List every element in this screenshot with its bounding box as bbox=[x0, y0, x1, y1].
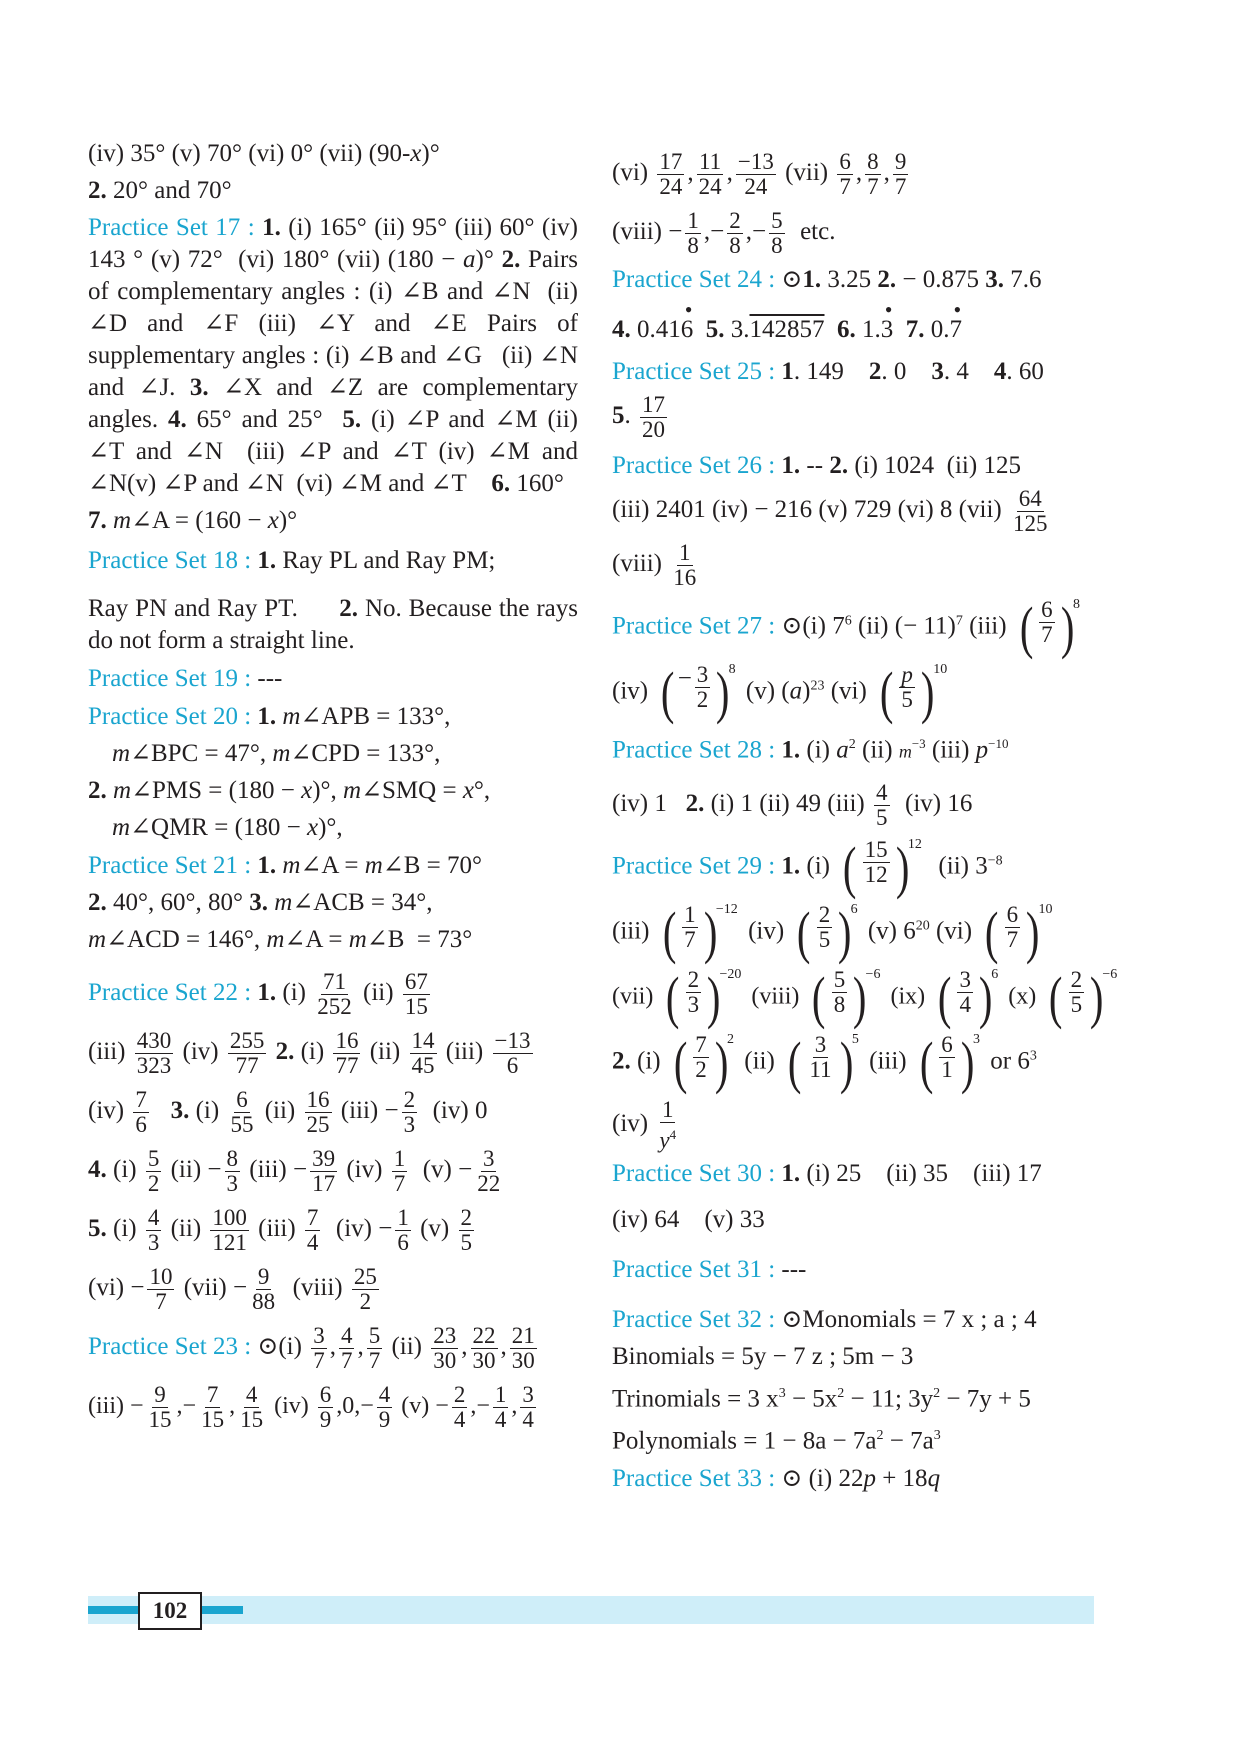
practice-set-label: Practice Set 23 : bbox=[88, 1333, 252, 1361]
left-column bbox=[88, 138, 578, 1437]
page-number: 102 bbox=[138, 1592, 202, 1630]
line: (vii) ( $\frac{2}{3}$ ) −20 (viii) ( $\frac{5}{8}$ ) −6 (ix) ( $\frac{3}{4}$ ) 6 (x) ( $\frac{2}{5}$ ) −6 bbox=[612, 965, 1118, 1031]
line: 2. 40°, 60°, 80° 3. m∠ACB = 34°, bbox=[88, 889, 433, 916]
practice-set-25: Practice Set 25 : 1. 149 2. 0 3. 4 4. 60 bbox=[612, 358, 1044, 385]
practice-set-label: Practice Set 18 : bbox=[88, 547, 252, 574]
right-column bbox=[612, 150, 1152, 1500]
line: 7. m∠A = (160 − x)° bbox=[88, 507, 298, 534]
line: (viii) − $\frac{1}{8}$ ,− $\frac{2}{8}$ ,− $\frac{5}{8}$ etc. bbox=[612, 208, 836, 258]
answer: --- bbox=[257, 665, 283, 692]
line: (vi) − $\frac{10}{7}$ (vii) − $\frac{9}{88}$ (viii) $\frac{25}{2}$ bbox=[88, 1264, 377, 1314]
line: (iv) 1 2. (i) 1 (ii) 49 (iii) $\frac{4}{5}$ (iv) 16 bbox=[612, 780, 973, 831]
answer: --- bbox=[781, 1255, 807, 1283]
practice-set-29: Practice Set 29 : 1. (i) ( $\frac{15}{12}$ ) 12 (ii) $3^{-8}$ bbox=[612, 835, 1003, 901]
practice-set-label: Practice Set 28 : bbox=[612, 736, 776, 764]
line: 2. 20° and 70° bbox=[88, 177, 232, 204]
line: (iii) ( $\frac{1}{7}$ ) −12 (iv) ( $\frac{2}{5}$ ) 6 (v) $6^{20}$ (vi) ( $\frac{6}{7}$ ) 10 bbox=[612, 900, 1053, 966]
practice-set-32 bbox=[612, 1304, 1152, 1336]
line: Binomials = 5y − 7 z ; 5m − 3 bbox=[612, 1342, 914, 1370]
practice-set-33: Practice Set 33 : ⊙ (i) 22p + 18q bbox=[612, 1464, 941, 1492]
practice-set-19 bbox=[88, 663, 578, 695]
practice-set-28: Practice Set 28 : 1. (i) $a^2$ (ii) $m^{-3}$ (iii) $p^{-10}$ bbox=[612, 736, 1009, 764]
practice-set-20: Practice Set 20 : 1. m∠APB = 133°, bbox=[88, 703, 451, 730]
practice-set-30: Practice Set 30 : 1. (i) 25 (ii) 35 (iii) 17 bbox=[612, 1159, 1042, 1187]
practice-set-label: Practice Set 21 : bbox=[88, 852, 252, 879]
line: (iv) 35° (v) 70° (vi) 0° (vii) (90-x)° bbox=[88, 140, 440, 167]
practice-set-31 bbox=[612, 1254, 1152, 1286]
line: (iv) ( − $\frac{3}{2}$ ) 8 (v) $(a)^{23}$ (vi) ( $\frac{p}{5}$ ) 10 bbox=[612, 660, 948, 725]
practice-set-18: Practice Set 18 : 1. Ray PL and Ray PM; bbox=[88, 547, 496, 574]
practice-set-label: Practice Set 27 : bbox=[612, 612, 776, 640]
line: 5. $\frac{17}{20}$ bbox=[612, 392, 665, 442]
practice-set-26: Practice Set 26 : 1. -- 2. (i) 1024 (ii) 125 bbox=[612, 452, 1021, 479]
practice-set-label: Practice Set 30 : bbox=[612, 1159, 776, 1187]
answer: ⊙Monomials = 7 x ; a ; 4 bbox=[781, 1305, 1037, 1333]
practice-set-24: Practice Set 24 : ⊙1. 3.25 2. − 0.875 3. 7.6 bbox=[612, 266, 1042, 293]
practice-set-label: Practice Set 24 : bbox=[612, 266, 776, 293]
practice-set-label: Practice Set 20 : bbox=[88, 703, 252, 730]
line: m∠QMR = (180 − x)°, bbox=[112, 814, 343, 841]
line: 2. (i) ( $\frac{7}{2}$ ) 2 (ii) ( $\frac{3}{11}$ ) 5 (iii) ( $\frac{6}{1}$ ) 3 or $6^3$ bbox=[612, 1030, 1037, 1096]
practice-set-22: Practice Set 22 : 1. (i) $\frac{71}{252}$ (ii) $\frac{67}{15}$ bbox=[88, 969, 428, 1019]
practice-set-23: Practice Set 23 : ⊙(i) $\frac{3}{7}$ , $\frac{4}{7}$ , $\frac{5}{7}$ (ii) $\frac{23}{30}$ , $\frac{22}{30}$ , $\frac{21}{30}$ bbox=[88, 1323, 535, 1373]
practice-set-27: Practice Set 27 : ⊙(i) $7^6$ (ii) (− 11)$^7$ (iii) ( $\frac{6}{7}$ ) 8 bbox=[612, 595, 1080, 660]
line: 2. m∠PMS = (180 − x)°, m∠SMQ = x°, bbox=[88, 777, 491, 804]
practice-set-21: Practice Set 21 : 1. m∠A = m∠B = 70° bbox=[88, 852, 482, 879]
line: (iv) 64 (v) 33 bbox=[612, 1205, 765, 1233]
practice-set-label: Practice Set 22 : bbox=[88, 979, 252, 1007]
line: m∠BPC = 47°, m∠CPD = 133°, bbox=[112, 740, 441, 767]
practice-set-label: Practice Set 19 : bbox=[88, 665, 252, 692]
line: (iv) $\frac{1}{y^4}$ bbox=[612, 1097, 677, 1153]
line: (viii) $\frac{1}{16}$ bbox=[612, 540, 697, 590]
line: (iv) $\frac{7}{6}$ 3. (i) $\frac{6}{55}$ (ii) $\frac{16}{25}$ (iii) − $\frac{2}{3}$ (iv) 0 bbox=[88, 1087, 488, 1137]
line: (iii) $\frac{430}{323}$ (iv) $\frac{255}{77}$ 2. (i) $\frac{16}{77}$ (ii) $\frac{14}{45}$ (iii) $\frac{-13}{6}$ bbox=[88, 1028, 531, 1078]
practice-set-label: Practice Set 25 : bbox=[612, 358, 776, 385]
line: 5. (i) $\frac{4}{3}$ (ii) $\frac{100}{121}$ (iii) $\frac{7}{4}$ (iv) − $\frac{1}{6}$ (v) $\frac{2}{5}$ bbox=[88, 1205, 473, 1255]
line: m∠ACD = 146°, m∠A = m∠B = 73° bbox=[88, 926, 473, 953]
practice-set-label: Practice Set 32 : bbox=[612, 1305, 776, 1333]
practice-set-label: Practice Set 33 : bbox=[612, 1464, 776, 1492]
practice-set-label: Practice Set 29 : bbox=[612, 853, 776, 881]
line: (iii) − $\frac{9}{15}$ ,− $\frac{7}{15}$ , $\frac{4}{15}$ (iv) $\frac{6}{9}$ ,0,− $\frac{4}{9}$ (v) − $\frac{2}{4}$ ,− $\frac{1}{4}$ , $\frac{3}{4}$ bbox=[88, 1382, 534, 1432]
line: Ray PN and Ray PT. 2. No. Because the rays do not form a straight line. bbox=[88, 595, 578, 654]
practice-set-label: Practice Set 26 : bbox=[612, 452, 776, 479]
line: (vi) $\frac{17}{24}$ , $\frac{11}{24}$ , $\frac{-13}{24}$ (vii) $\frac{6}{7}$ , $\frac{8}{7}$ , $\frac{9}{7}$ bbox=[612, 149, 907, 199]
practice-set-label: Practice Set 17 : bbox=[88, 214, 255, 241]
line: Trinomials = 3 $x^3 - 5x^2 - 11$; $3y^2 - 7y + 5$ bbox=[612, 1385, 1031, 1413]
practice-set-label: Practice Set 31 : bbox=[612, 1255, 776, 1283]
line: (iii) 2401 (iv) − 216 (v) 729 (vi) 8 (vii) $\frac{64}{125}$ bbox=[612, 486, 1048, 536]
practice-set-17: Practice Set 17 : 1. (i) 165° (ii) 95° (iii) 60° (iv) 143 ° (v) 72° (vi) 180° (vii) (180 − a)° 2. Pairs of complementary angles : (i) ∠B and ∠N (ii) ∠D and ∠F (iii) ∠Y and ∠E Pairs of supplementary angles : (i) ∠B and ∠G (ii) ∠N and ∠J. 3. ∠X and ∠Z are complementary angles. 4. 65° and 25° 5. (i) ∠P and ∠M (ii) ∠T and ∠N (iii) ∠P and ∠T (iv) ∠M and ∠N(v) ∠P and ∠N (vi) ∠M and ∠T 6. 160° bbox=[88, 214, 579, 497]
line: Polynomials = $1 - 8a - 7a^2 - 7a^3$ bbox=[612, 1427, 941, 1455]
line: 4. (i) $\frac{5}{2}$ (ii) − $\frac{8}{3}$ (iii) − $\frac{39}{17}$ (iv) $\frac{1}{7}$ (v) − $\frac{3}{22}$ bbox=[88, 1146, 501, 1196]
line: 4. 0.416 • 5. 3.142857 6. 1.3 • 7. 0.7 • bbox=[612, 297, 962, 343]
